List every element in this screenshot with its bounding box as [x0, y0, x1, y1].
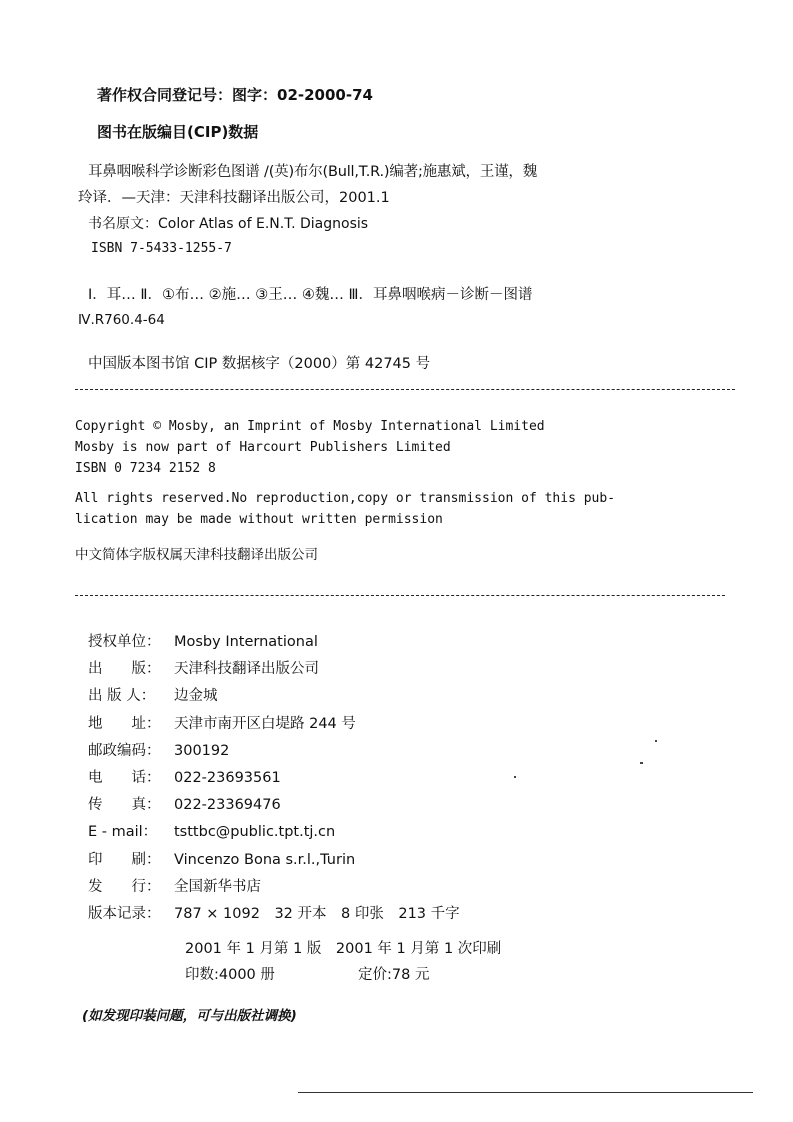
publisher-row	[88, 657, 319, 678]
rights-line2: lication may be made without written permission	[75, 512, 443, 527]
publisher-row	[88, 902, 460, 923]
publisher-row-label: 印 刷：	[88, 851, 161, 868]
publisher-row-label: 邮政编码：	[88, 742, 161, 759]
defect-notice: (如发现印装问题，可与出版社调换)	[82, 1008, 297, 1024]
copyright-registration: 著作权合同登记号：图字：02-2000-74	[97, 86, 373, 104]
print-run: 印数:4000 册	[185, 967, 275, 983]
publisher-row	[88, 712, 356, 733]
divider-top	[75, 389, 735, 390]
publisher-row-label: 授权单位：	[88, 634, 161, 650]
classification-line1: Ⅰ．耳… Ⅱ．①布… ②施… ③王… ④魏… Ⅲ．耳鼻咽喉病－诊断－图谱	[88, 287, 533, 303]
classification-line2: Ⅳ.R760.4-64	[78, 312, 165, 328]
rights-line1: All rights reserved.No reproduction,copy or transmission of this pub-	[75, 491, 616, 506]
publisher-row-value: Vincenzo Bona s.r.l.,Turin	[174, 851, 356, 868]
publisher-row	[88, 848, 355, 869]
publisher-row-label: 出 版：	[88, 661, 161, 678]
price: 定价:78 元	[358, 967, 430, 983]
publisher-row	[88, 875, 261, 896]
cip-heading: 图书在版编目(CIP)数据	[97, 123, 259, 141]
publisher-row	[88, 739, 229, 760]
cip-core-number: 中国版本图书馆 CIP 数据核字（2000）第 42745 号	[88, 356, 431, 372]
publisher-row-label: 电 话：	[88, 770, 161, 786]
publisher-row	[88, 630, 318, 651]
publisher-row	[88, 793, 281, 814]
publisher-row-value: 300192	[174, 742, 230, 759]
scan-speck	[655, 740, 657, 742]
publisher-row-value: 022-23693561	[174, 770, 281, 786]
cip-isbn: ISBN 7-5433-1255-7	[91, 241, 232, 256]
publisher-row	[88, 766, 281, 787]
divider-bottom	[75, 595, 725, 596]
publisher-row-value: 天津市南开区白堤路 244 号	[174, 715, 356, 732]
publisher-row	[88, 684, 218, 705]
publisher-row-label: 版本记录：	[88, 906, 161, 922]
publisher-row-label: 出 版 人：	[88, 688, 156, 705]
publisher-row-value: 边金城	[174, 688, 218, 705]
scan-speck	[640, 762, 643, 764]
publisher-row-value: Mosby International	[174, 634, 318, 650]
copyright-line1: Copyright © Mosby, an Imprint of Mosby International Limited	[75, 419, 545, 434]
scan-speck	[514, 776, 516, 778]
copyright-isbn: ISBN 0 7234 2152 8	[75, 461, 216, 476]
publisher-row-value: 天津科技翻译出版公司	[174, 661, 319, 678]
chinese-rights: 中文简体字版权属天津科技翻译出版公司	[75, 547, 318, 563]
publisher-row-value: 全国新华书店	[174, 878, 261, 895]
publisher-row-label: 发 行：	[88, 878, 161, 895]
edition-info: 2001 年 1 月第 1 版 2001 年 1 月第 1 次印刷	[185, 941, 502, 957]
publisher-row-label: 地 址：	[88, 715, 161, 732]
cip-title-line2: 玲译．—天津：天津科技翻译出版公司，2001.1	[78, 190, 390, 206]
publisher-row-label: 传 真：	[88, 797, 161, 814]
publisher-row-value: 022-23369476	[174, 797, 281, 814]
cip-title-line1: 耳鼻咽喉科学诊断彩色图谱 /(英)布尔(Bull,T.R.)编著;施惠斌，王谨，魏	[88, 164, 538, 180]
copyright-line2: Mosby is now part of Harcourt Publishers Limited	[75, 440, 451, 455]
publisher-row-value: 787 × 1092 32 开本 8 印张 213 千字	[174, 906, 460, 922]
publisher-row-value: tsttbc@public.tpt.tj.cn	[174, 824, 336, 841]
scan-line	[298, 1092, 753, 1093]
publisher-row-label: E - mail：	[88, 824, 158, 841]
publisher-row	[88, 820, 335, 841]
original-title: 书名原文：Color Atlas of E.N.T. Diagnosis	[88, 216, 369, 232]
